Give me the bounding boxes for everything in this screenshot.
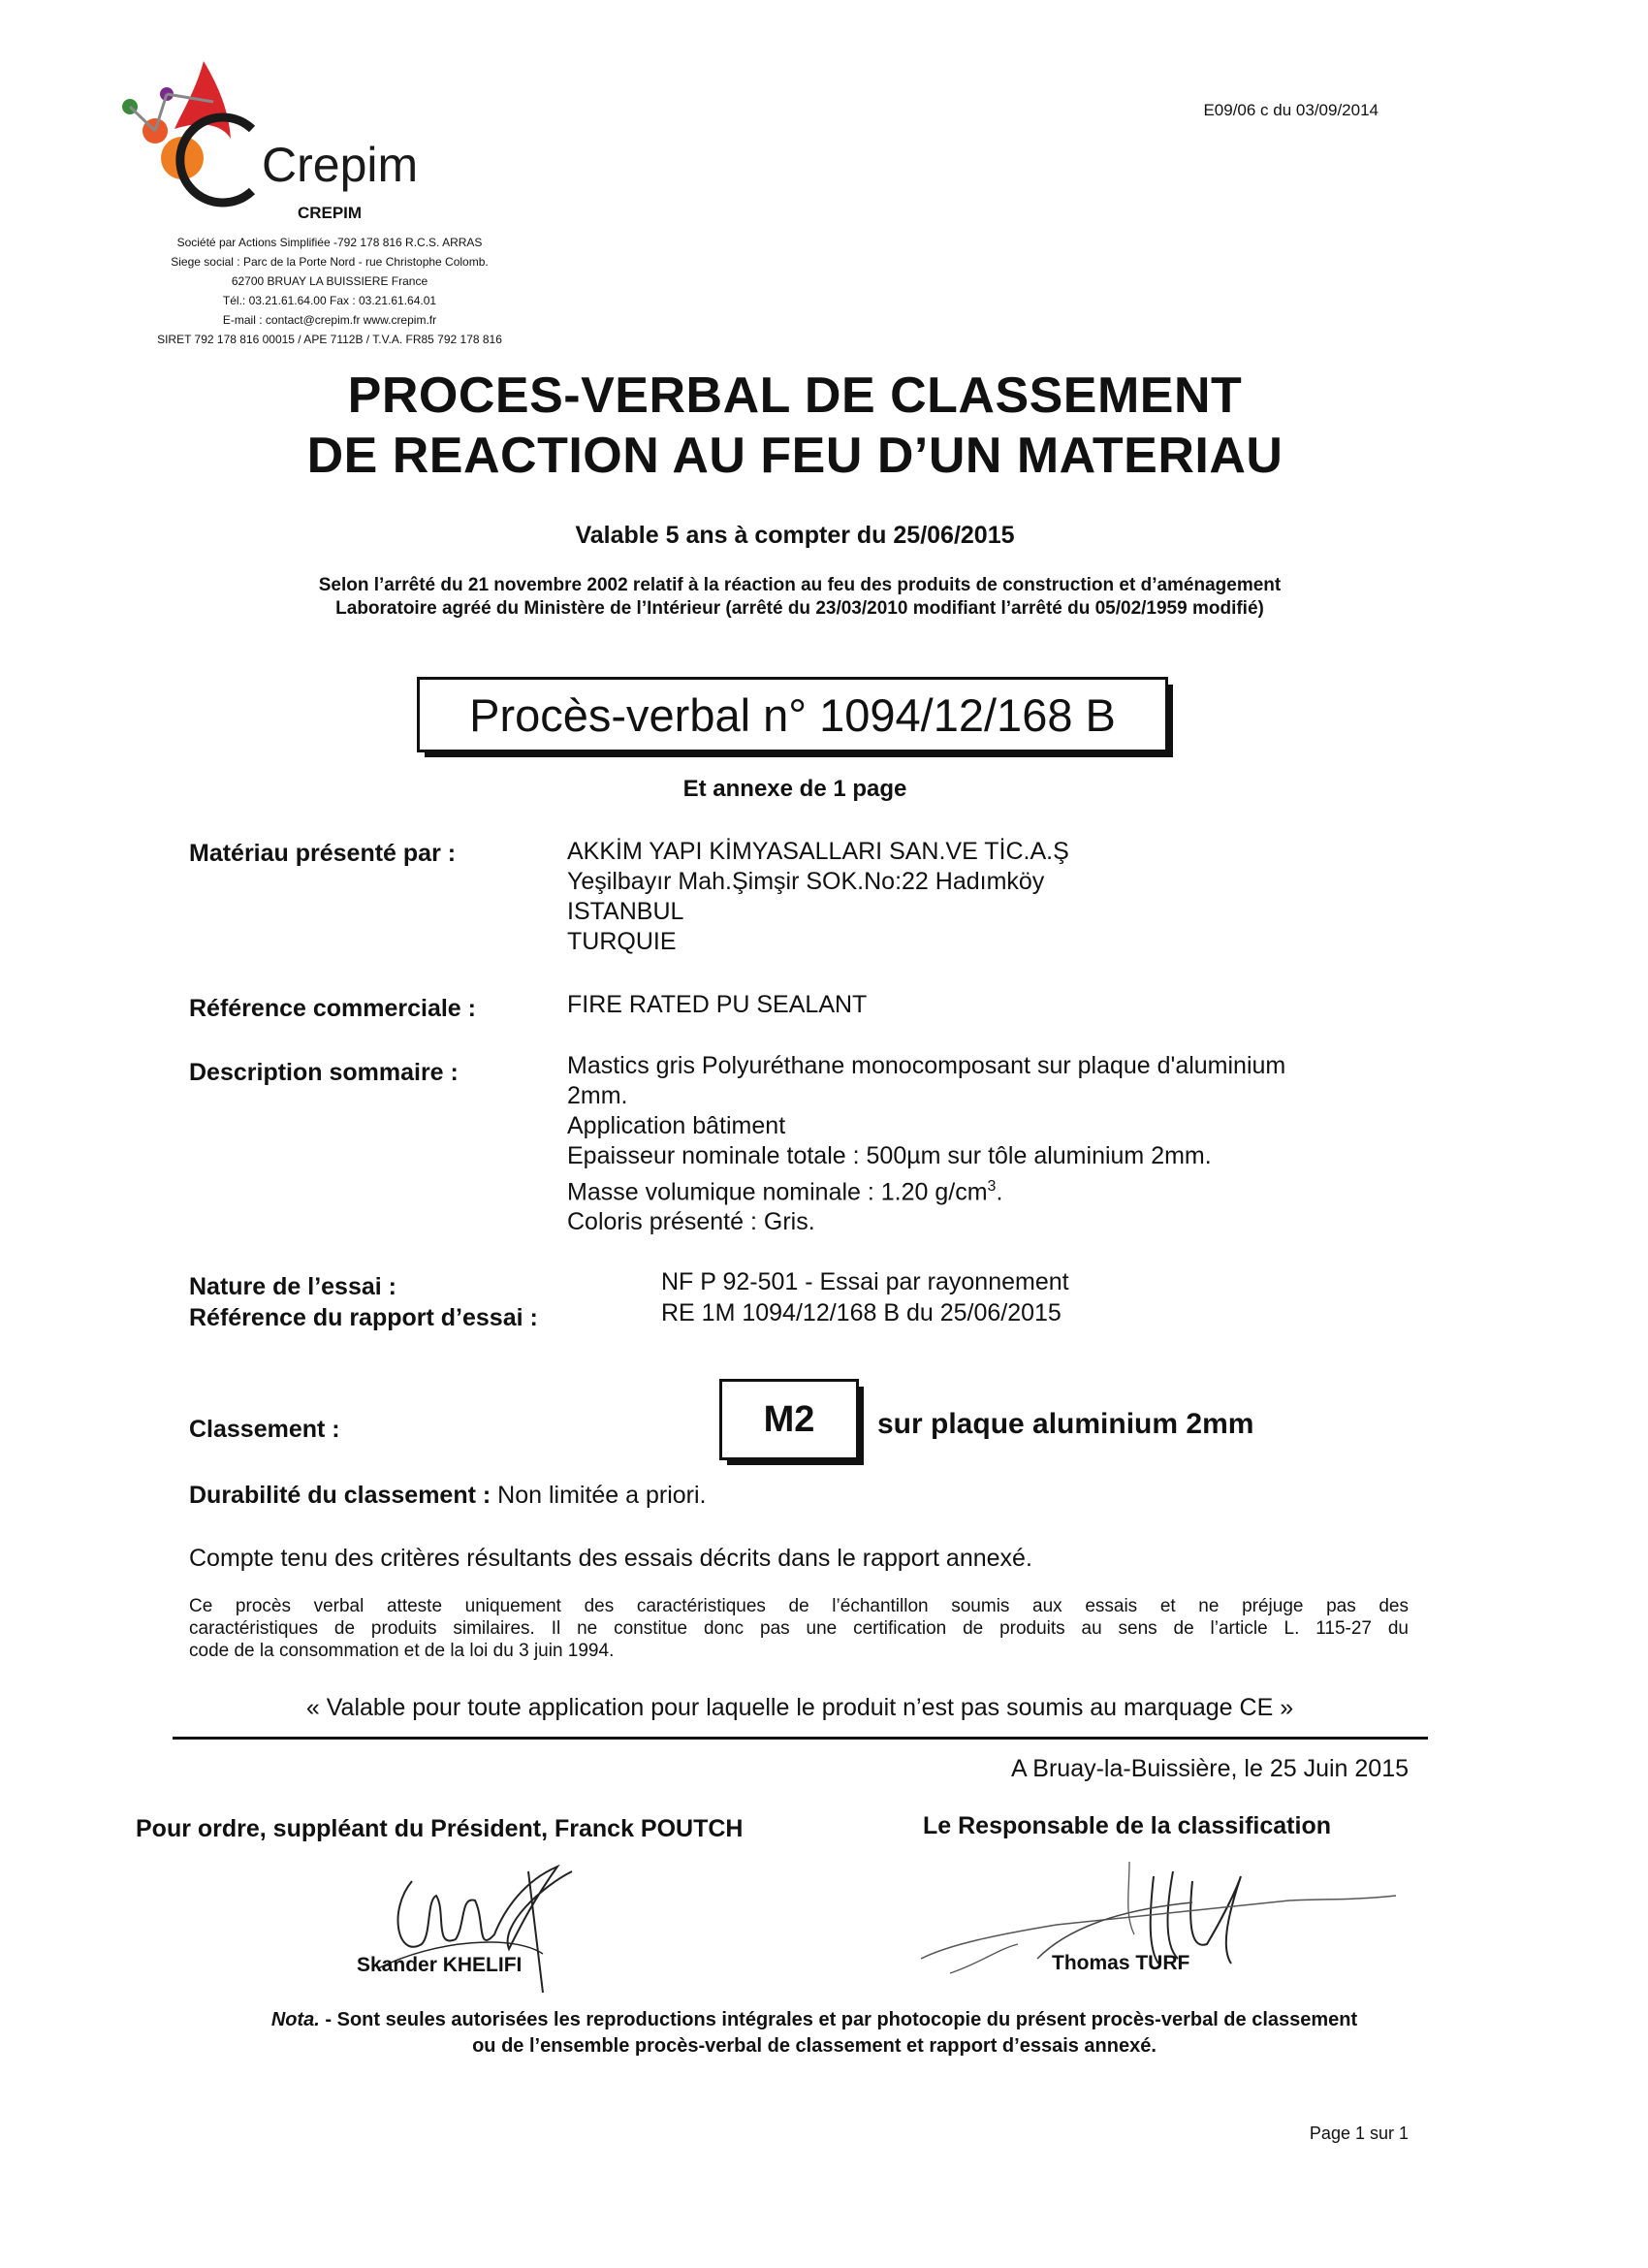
- criteria-statement: Compte tenu des critères résultants des essais décrits dans le rapport annexé.: [189, 1545, 1032, 1572]
- material-company: AKKİM YAPI KİMYASALLARI SAN.VE TİC.A.Ş: [567, 838, 1069, 865]
- document-title-line1: PROCES-VERBAL DE CLASSEMENT: [347, 367, 1243, 424]
- left-signatory-name: Skander KHELIFI: [357, 1954, 523, 1976]
- report-number: Procès-verbal n° 1094/12/168 B: [469, 688, 1116, 741]
- material-street: Yeşilbayır Mah.Şimşir SOK.No:22 Hadımköy: [567, 868, 1045, 895]
- disclaimer-line: code de la consommation et de la loi du 3 juin 1994.: [189, 1641, 615, 1661]
- density-superscript: 3: [987, 1178, 997, 1195]
- description-line: Epaisseur nominale totale : 500µm sur tôle aluminium 2mm.: [567, 1142, 1212, 1169]
- material-country: TURQUIE: [567, 928, 677, 955]
- commercial-reference-label: Référence commerciale :: [189, 995, 476, 1022]
- report-number-box: [417, 677, 1168, 752]
- note-line1: [189, 2007, 1440, 2033]
- classification-value: M2: [763, 1398, 815, 1440]
- description-line: 2mm.: [567, 1082, 628, 1109]
- density-suffix: .: [996, 1178, 1003, 1206]
- disclaimer: [189, 1595, 1409, 1662]
- durability-value: Non limitée a priori.: [491, 1482, 707, 1509]
- company-city-line: 62700 BRUAY LA BUISSIERE France: [231, 274, 428, 288]
- place-and-date: A Bruay-la-Buissière, le 25 Juin 2015: [1011, 1755, 1409, 1782]
- material-presenter: [567, 837, 1069, 957]
- crepim-logo: [107, 53, 427, 208]
- document-reference-code: E09/06 c du 03/09/2014: [1203, 101, 1379, 119]
- note-prefix: Nota.: [270, 2009, 320, 2030]
- description-line: Application bâtiment: [567, 1112, 786, 1139]
- commercial-reference-value: FIRE RATED PU SEALANT: [567, 991, 868, 1018]
- classification-label: Classement :: [189, 1416, 340, 1443]
- classification-box: [719, 1379, 859, 1460]
- description-line: Coloris présenté : Gris.: [567, 1208, 815, 1236]
- company-address-line: Siege social : Parc de la Porte Nord - rue Christophe Colomb.: [171, 255, 489, 269]
- disclaimer-line: Ce procès verbal atteste uniquement des caractéristiques de l’échantillon soumis aux essais et ne préjuge pas des: [189, 1596, 1409, 1616]
- right-signatory-title: Le Responsable de la classification: [923, 1812, 1331, 1839]
- test-nature-label: Nature de l’essai :: [189, 1273, 396, 1300]
- disclaimer-line: caractéristiques de produits similaires. Il ne constitue donc pas une certification de produits au sens de l’article L. 115-27 du: [189, 1618, 1409, 1639]
- material-label: Matériau présenté par :: [189, 840, 457, 867]
- note-line2: ou de l’ensemble procès-verbal de classement et rapport d’essais annexé.: [472, 2035, 1157, 2057]
- ce-marking-note: « Valable pour toute application pour laquelle le produit n’est pas soumis au marquage CE »: [305, 1694, 1294, 1721]
- classification-support: sur plaque aluminium 2mm: [877, 1408, 1254, 1440]
- company-email-line: E-mail : contact@crepim.fr www.crepim.fr: [222, 313, 437, 327]
- note-text: - Sont seules autorisées les reproductions intégrales et par photocopie du présent procès-verbal de classement: [319, 2009, 1358, 2030]
- right-signatory-name: Thomas TURF: [1052, 1952, 1190, 1974]
- decree-reference-line2: Laboratoire agréé du Ministère de l’Intérieur (arrêté du 23/03/2010 modifiant l’arrêté du 05/02/1959 modifié): [335, 598, 1264, 619]
- description-density-line: [567, 1171, 1406, 1207]
- durability-label: Durabilité du classement :: [189, 1482, 491, 1509]
- page-number: Page 1 sur 1: [1309, 2124, 1409, 2143]
- description-line: Mastics gris Polyuréthane monocomposant sur plaque d'aluminium: [567, 1052, 1286, 1079]
- annex-statement: Et annexe de 1 page: [682, 776, 907, 802]
- description-label: Description sommaire :: [189, 1059, 459, 1086]
- company-phone-line: Tél.: 03.21.61.64.00 Fax : 03.21.61.64.01: [222, 294, 437, 307]
- company-legal-line: Société par Actions Simplifiée -792 178 816 R.C.S. ARRAS: [176, 236, 483, 249]
- left-signatory-title: Pour ordre, suppléant du Président, Franck POUTCH: [136, 1815, 744, 1842]
- material-city: ISTANBUL: [567, 898, 684, 925]
- decree-reference-line1: Selon l’arrêté du 21 novembre 2002 relatif à la réaction au feu des produits de construction et d’aménagement: [318, 575, 1282, 595]
- reproduction-note: [189, 2007, 1440, 2060]
- logo-wordmark: Crepim: [262, 138, 419, 192]
- validity-statement: Valable 5 ans à compter du 25/06/2015: [575, 522, 1015, 549]
- document-title-line2: DE REACTION AU FEU D’UN MATERIAU: [306, 428, 1284, 484]
- company-siret-line: SIRET 792 178 816 00015 / APE 7112B / T.V.A. FR85 792 178 816: [157, 333, 502, 346]
- test-nature-value: NF P 92-501 - Essai par rayonnement: [661, 1268, 1069, 1295]
- density-text: Masse volumique nominale : 1.20 g/cm: [567, 1178, 988, 1206]
- divider-line: [173, 1737, 1428, 1740]
- company-name: CREPIM: [297, 204, 363, 222]
- durability-row: [189, 1482, 707, 1510]
- description-block: [567, 1051, 1406, 1237]
- test-report-value: RE 1M 1094/12/168 B du 25/06/2015: [661, 1299, 1062, 1326]
- test-report-label: Référence du rapport d’essai :: [189, 1304, 538, 1331]
